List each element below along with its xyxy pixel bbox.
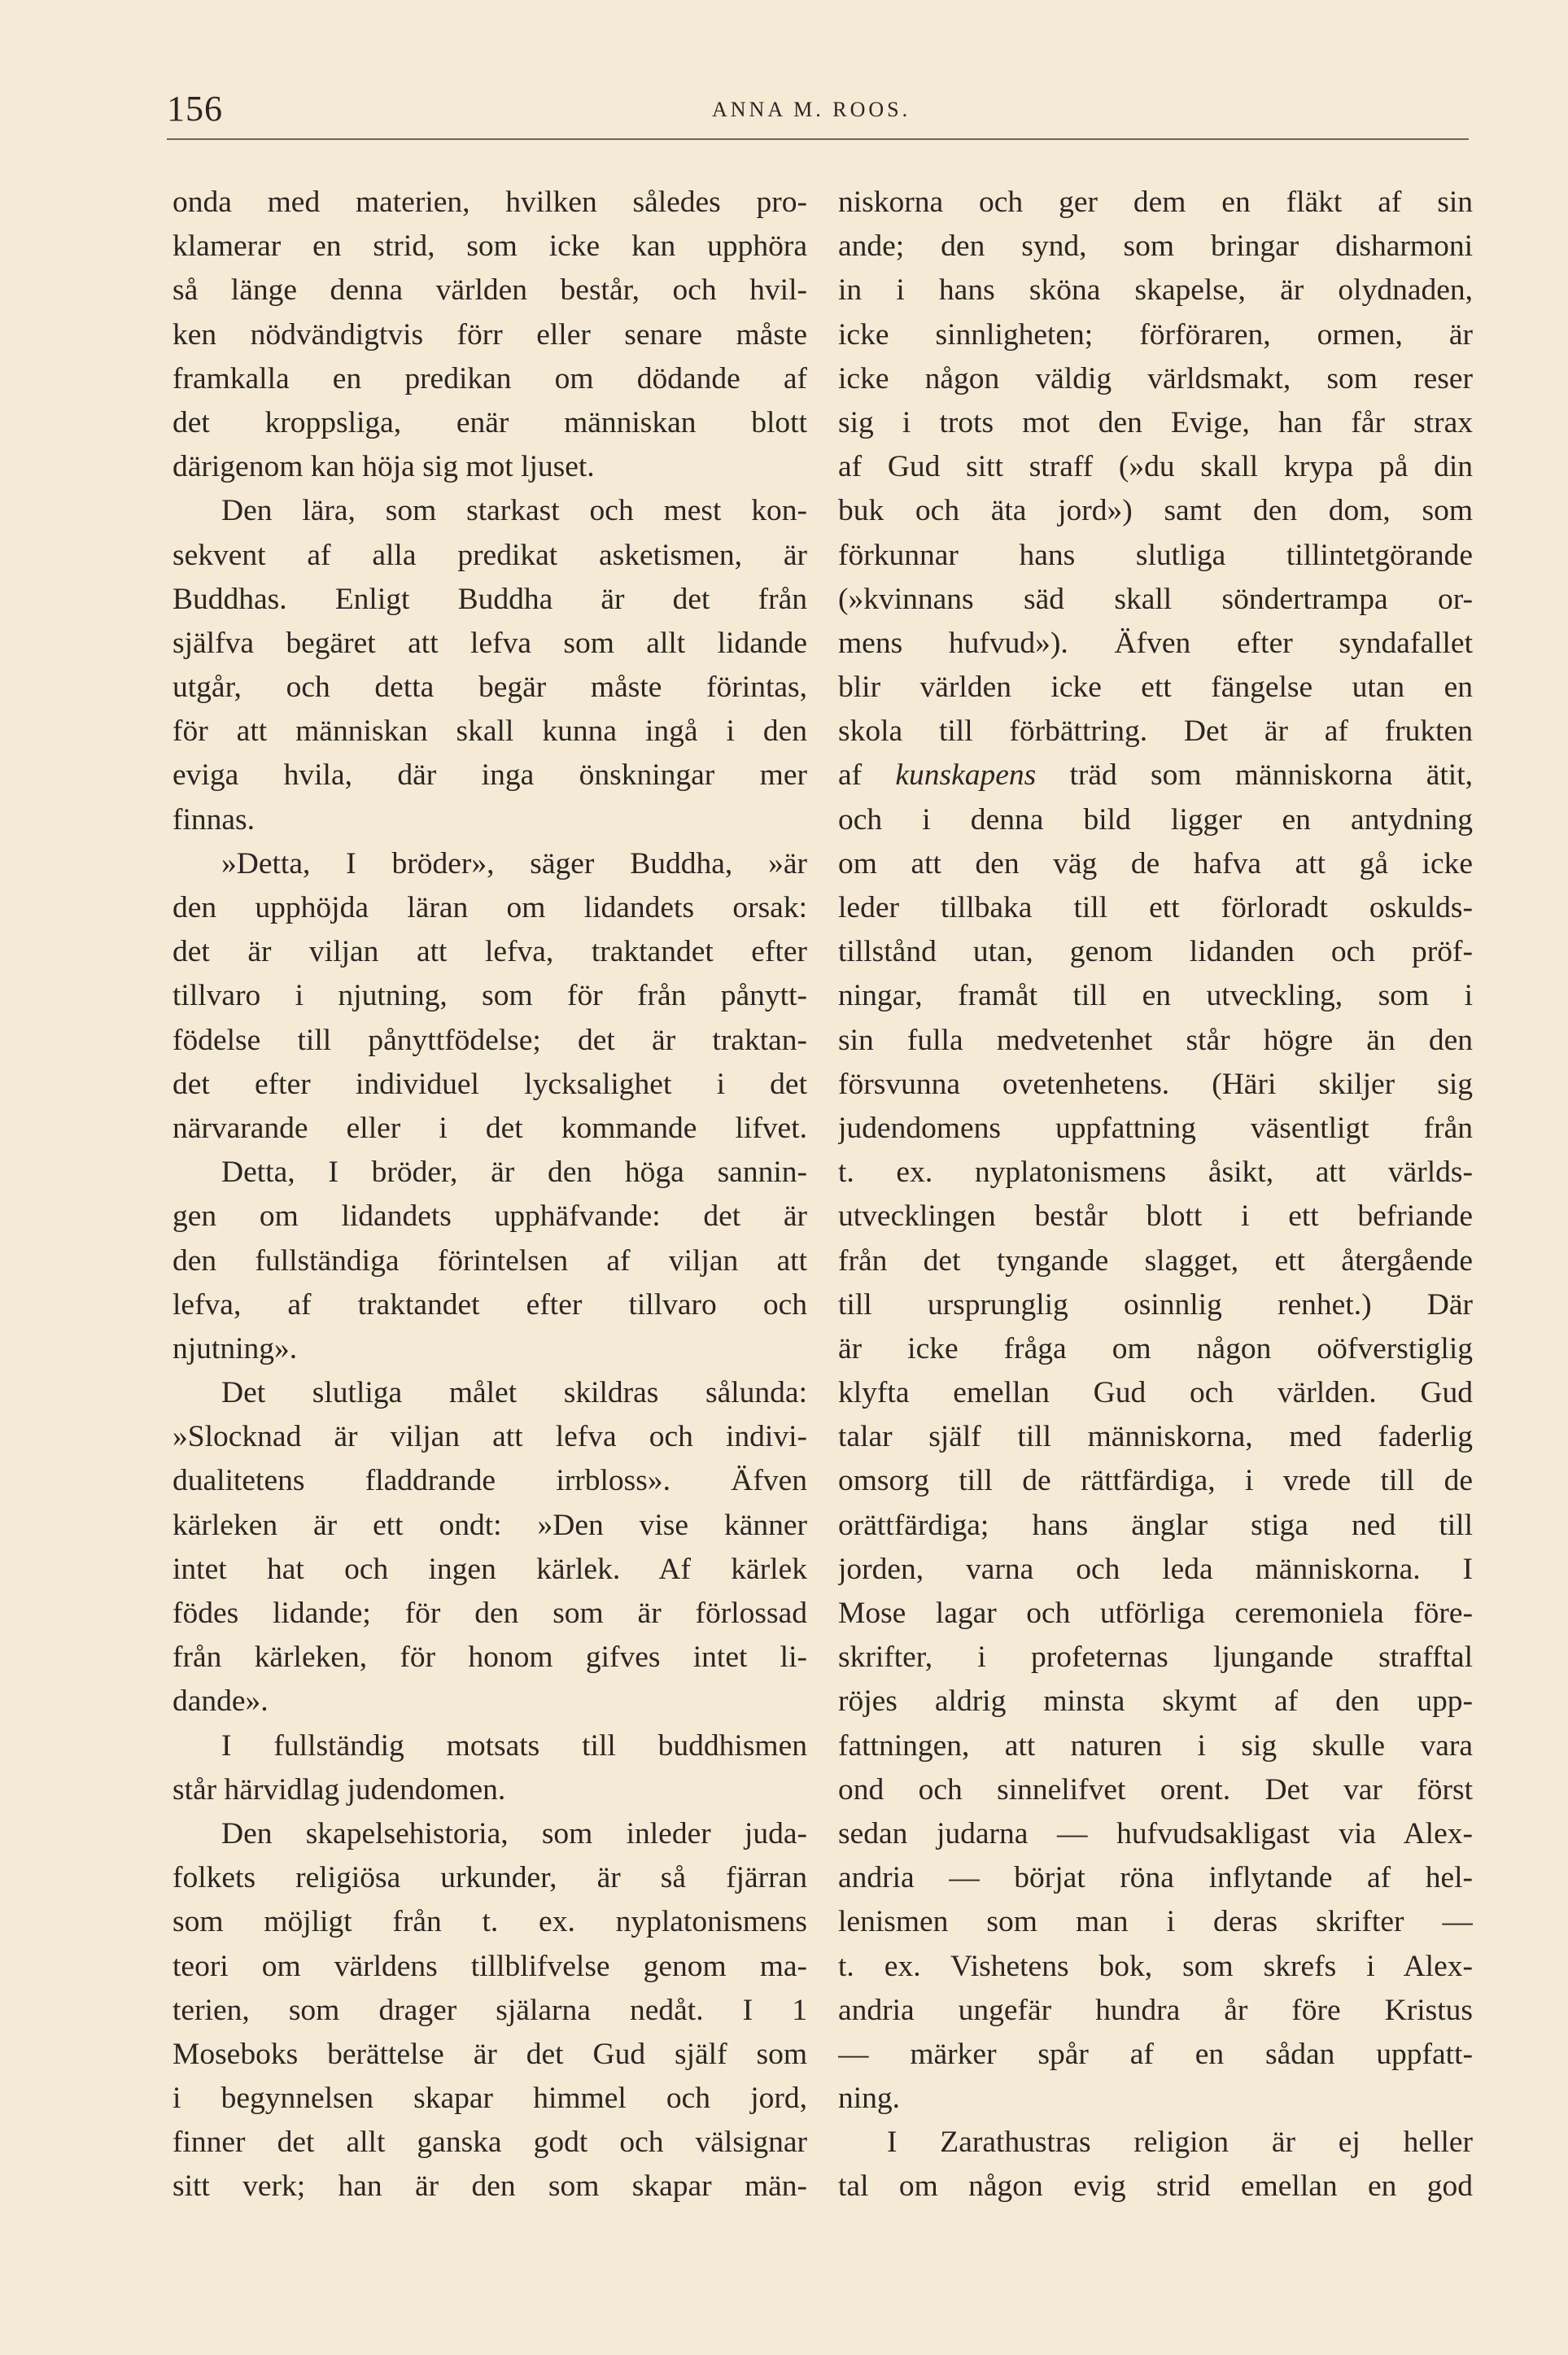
text-line bbox=[838, 1548, 1473, 1592]
line-text: sin fulla medvetenhet står högre än den bbox=[838, 1023, 1473, 1057]
text-line bbox=[838, 534, 1473, 578]
line-text: till ursprunglig osinnlig renhet.) Där bbox=[838, 1287, 1473, 1322]
line-text: klamerar en strid, som icke kan upphöra bbox=[173, 229, 807, 264]
text-line bbox=[838, 1900, 1473, 1944]
text-line bbox=[838, 1812, 1473, 1856]
line-text: lenismen som man i deras skrifter — bbox=[838, 1905, 1473, 1939]
line-text: därigenom kan höja sig mot ljuset. bbox=[173, 450, 595, 484]
text-line bbox=[838, 313, 1473, 357]
text-line bbox=[838, 2121, 1473, 2165]
line-text: skola till förbättring. Det är af frukten bbox=[838, 714, 1473, 749]
text-line bbox=[173, 930, 807, 974]
text-line bbox=[173, 886, 807, 930]
text-line bbox=[173, 974, 807, 1018]
text-line bbox=[838, 489, 1473, 533]
line-text: njutning». bbox=[173, 1331, 298, 1365]
italic-word: kunskapens bbox=[895, 758, 1037, 793]
line-text: i begynnelsen skapar himmel och jord, bbox=[173, 2082, 807, 2116]
text-line bbox=[173, 1151, 807, 1195]
text-line bbox=[838, 181, 1473, 225]
text-line bbox=[173, 2033, 807, 2077]
line-text: för att människan skall kunna ingå i den bbox=[173, 714, 807, 749]
line-text: af bbox=[838, 758, 896, 793]
text-line bbox=[838, 930, 1473, 974]
line-text: teori om världens tillblifvelse genom ma- bbox=[173, 1949, 807, 1983]
text-line bbox=[838, 974, 1473, 1018]
line-text: lefva, af traktandet efter tillvaro och bbox=[173, 1287, 807, 1322]
line-text: I fullständig motsats till buddhismen bbox=[221, 1728, 807, 1763]
text-line bbox=[838, 1989, 1473, 2033]
text-line bbox=[838, 1636, 1473, 1680]
text-line bbox=[838, 2033, 1473, 2077]
line-text: står härvidlag judendomen. bbox=[173, 1772, 506, 1807]
line-text: af Gud sitt straff (»du skall krypa på din bbox=[838, 450, 1473, 484]
line-text: själfva begäret att lefva som allt lidande bbox=[173, 626, 807, 660]
text-line bbox=[173, 1636, 807, 1680]
text-line bbox=[838, 1724, 1473, 1768]
text-line bbox=[838, 445, 1473, 489]
text-line bbox=[173, 1680, 807, 1724]
text-line bbox=[173, 181, 807, 225]
line-text: (»kvinnans säd skall söndertrampa or- bbox=[838, 582, 1473, 616]
line-text: dualitetens fladdrande irrbloss». Äfven bbox=[173, 1464, 807, 1498]
line-text: från kärleken, för honom gifves intet li- bbox=[173, 1641, 807, 1675]
text-line bbox=[838, 1415, 1473, 1459]
text-line bbox=[838, 798, 1473, 842]
line-text: Mose lagar och utförliga ceremoniela före- bbox=[838, 1597, 1473, 1630]
text-line bbox=[173, 1504, 807, 1548]
line-text: försvunna ovetenhetens. (Häri skiljer sig bbox=[838, 1067, 1473, 1101]
line-text: framkalla en predikan om dödande af bbox=[173, 361, 807, 395]
text-line bbox=[173, 1856, 807, 1900]
text-line bbox=[173, 1768, 807, 1812]
text-line bbox=[838, 1768, 1473, 1812]
line-text: ning. bbox=[838, 2082, 901, 2116]
text-line bbox=[838, 1239, 1473, 1283]
line-text: icke sinnligheten; förföraren, ormen, är bbox=[838, 317, 1473, 352]
line-text: kärleken är ett ondt: »Den vise känner bbox=[173, 1508, 807, 1542]
line-text: ande; den synd, som bringar disharmoni bbox=[838, 229, 1473, 264]
text-line bbox=[838, 1019, 1473, 1063]
line-text: t. ex. Vishetens bok, som skrefs i Alex- bbox=[838, 1949, 1473, 1983]
line-text: eviga hvila, där inga önskningar mer bbox=[173, 758, 807, 793]
text-line bbox=[173, 2121, 807, 2165]
line-text: Den lära, som starkast och mest kon- bbox=[221, 494, 807, 528]
text-line bbox=[173, 1283, 807, 1327]
line-text: sedan judarna — hufvudsakligast via Alex- bbox=[838, 1816, 1473, 1850]
text-line bbox=[838, 710, 1473, 754]
text-line bbox=[173, 401, 807, 445]
text-line bbox=[838, 886, 1473, 930]
line-text: födes lidande; för den som är förlossad bbox=[173, 1597, 807, 1630]
line-text: tal om någon evig strid emellan en god bbox=[838, 2169, 1473, 2204]
text-line bbox=[173, 1812, 807, 1856]
line-text: ond och sinnelifvet orent. Det var först bbox=[838, 1772, 1473, 1807]
page-header bbox=[167, 88, 1469, 137]
line-text: »Slocknad är viljan att lefva och indivi- bbox=[173, 1420, 807, 1454]
text-line bbox=[173, 1195, 807, 1239]
line-text: födelse till pånyttfödelse; det är traktan- bbox=[173, 1023, 807, 1057]
text-line bbox=[173, 313, 807, 357]
text-line bbox=[838, 578, 1473, 622]
line-text: ningar, framåt till en utveckling, som i bbox=[838, 979, 1473, 1013]
line-text: I Zarathustras religion är ej heller bbox=[887, 2126, 1473, 2160]
line-text: fattningen, att naturen i sig skulle vara bbox=[838, 1728, 1473, 1763]
text-line bbox=[838, 2077, 1473, 2121]
line-text: och i denna bild ligger en antydning bbox=[838, 802, 1473, 837]
text-line bbox=[838, 1680, 1473, 1724]
text-line bbox=[838, 357, 1473, 401]
text-line bbox=[173, 2077, 807, 2121]
line-text: talar själf till människorna, med faderlig bbox=[838, 1420, 1473, 1454]
text-line bbox=[173, 1900, 807, 1944]
text-line bbox=[173, 534, 807, 578]
text-line bbox=[838, 1063, 1473, 1107]
text-line bbox=[838, 2165, 1473, 2209]
line-text: närvarande eller i det kommande lifvet. bbox=[173, 1111, 807, 1145]
line-text: onda med materien, hvilken således pro- bbox=[173, 186, 807, 219]
text-line bbox=[173, 269, 807, 312]
text-line bbox=[173, 1019, 807, 1063]
line-text: från det tyngande slagget, ett återgående bbox=[838, 1243, 1473, 1278]
right-text-column bbox=[838, 181, 1473, 2209]
line-text: utgår, och detta begär måste förintas, bbox=[173, 671, 807, 705]
line-text: som möjligt från t. ex. nyplatonismens bbox=[173, 1905, 807, 1939]
line-text: jorden, varna och leda människorna. I bbox=[838, 1552, 1473, 1586]
line-text: Detta, I bröder, är den höga sannin- bbox=[221, 1156, 807, 1190]
text-line bbox=[173, 1415, 807, 1459]
line-text: niskorna och ger dem en fläkt af sin bbox=[838, 186, 1473, 219]
text-line bbox=[173, 1107, 807, 1151]
line-text: buk och äta jord») samt den dom, som bbox=[838, 494, 1473, 528]
text-line bbox=[173, 1371, 807, 1415]
text-line bbox=[173, 798, 807, 842]
text-line bbox=[173, 1989, 807, 2033]
line-text: icke någon väldig världsmakt, som reser bbox=[838, 361, 1473, 395]
line-text: den upphöjda läran om lidandets orsak: bbox=[173, 891, 807, 924]
text-line bbox=[173, 1063, 807, 1107]
text-line bbox=[838, 1459, 1473, 1503]
line-text-continued: träd som människorna ätit, bbox=[1036, 758, 1473, 793]
text-line bbox=[173, 1327, 807, 1371]
line-text: det kroppsliga, enär människan blott bbox=[173, 405, 807, 439]
text-line bbox=[173, 445, 807, 489]
text-line bbox=[838, 1371, 1473, 1415]
line-text: det är viljan att lefva, traktandet efter bbox=[173, 935, 807, 969]
text-line bbox=[838, 1107, 1473, 1151]
line-text: Buddhas. Enligt Buddha är det från bbox=[173, 582, 807, 616]
text-line bbox=[838, 1327, 1473, 1371]
header-rule bbox=[167, 138, 1469, 140]
text-line bbox=[838, 666, 1473, 710]
line-text: Den skapelsehistoria, som inleder juda- bbox=[221, 1816, 807, 1850]
line-text: omsorg till de rättfärdiga, i vrede till de bbox=[838, 1464, 1473, 1498]
running-head: ANNA M. ROOS. bbox=[712, 98, 911, 121]
line-text: andria ungefär hundra år före Kristus bbox=[838, 1993, 1473, 2027]
line-text: utvecklingen består blott i ett befriande bbox=[838, 1199, 1473, 1234]
line-text: den fullständiga förintelsen af viljan att bbox=[173, 1243, 807, 1278]
text-line bbox=[838, 1856, 1473, 1900]
line-text: in i hans sköna skapelse, är olydnaden, bbox=[838, 273, 1473, 308]
line-text: finnas. bbox=[173, 802, 256, 837]
line-text: Moseboks berättelse är det Gud själf som bbox=[173, 2037, 807, 2071]
line-text: sitt verk; han är den som skapar män- bbox=[173, 2169, 807, 2204]
line-text: blir världen icke ett fängelse utan en bbox=[838, 671, 1473, 705]
line-text: ken nödvändigtvis förr eller senare måste bbox=[173, 317, 807, 352]
text-line bbox=[838, 1504, 1473, 1548]
text-line bbox=[173, 666, 807, 710]
line-text: sekvent af alla predikat asketismen, är bbox=[173, 538, 807, 572]
line-text: gen om lidandets upphäfvande: det är bbox=[173, 1199, 807, 1234]
page-number: 156 bbox=[167, 89, 223, 129]
text-line bbox=[838, 754, 1473, 797]
line-text: röjes aldrig minsta skymt af den upp- bbox=[838, 1684, 1473, 1719]
text-line bbox=[173, 754, 807, 797]
line-text: så länge denna världen består, och hvil- bbox=[173, 273, 807, 308]
line-text: skrifter, i profeternas ljungande strafftal bbox=[838, 1641, 1473, 1675]
line-text: sig i trots mot den Evige, han får strax bbox=[838, 405, 1473, 439]
text-line bbox=[173, 1724, 807, 1768]
text-line bbox=[173, 1592, 807, 1636]
line-text: terien, som drager själarna nedåt. I 1 bbox=[173, 1993, 807, 2027]
line-text: är icke fråga om någon oöfverstiglig bbox=[838, 1331, 1473, 1365]
line-text: tillstånd utan, genom lidanden och pröf- bbox=[838, 935, 1473, 969]
text-line bbox=[173, 710, 807, 754]
line-text: Det slutliga målet skildras sålunda: bbox=[221, 1376, 807, 1410]
text-line bbox=[173, 225, 807, 269]
line-text: andria — börjat röna inflytande af hel- bbox=[838, 1861, 1473, 1895]
line-text: leder tillbaka till ett förloradt oskulds- bbox=[838, 891, 1473, 924]
line-text: t. ex. nyplatonismens åsikt, att världs- bbox=[838, 1156, 1473, 1190]
line-text: det efter individuel lycksalighet i det bbox=[173, 1067, 807, 1101]
text-line bbox=[173, 489, 807, 533]
text-line bbox=[838, 842, 1473, 886]
text-line bbox=[173, 1459, 807, 1503]
text-line bbox=[173, 1548, 807, 1592]
line-text: klyfta emellan Gud och världen. Gud bbox=[838, 1376, 1473, 1410]
left-text-column bbox=[173, 181, 807, 2209]
text-line bbox=[838, 1195, 1473, 1239]
line-text: — märker spår af en sådan uppfatt- bbox=[838, 2037, 1473, 2071]
line-text: finner det allt ganska godt och välsignar bbox=[173, 2126, 807, 2160]
text-line bbox=[173, 622, 807, 666]
line-text: tillvaro i njutning, som för från pånytt- bbox=[173, 979, 807, 1013]
text-line bbox=[838, 1592, 1473, 1636]
text-line bbox=[838, 1283, 1473, 1327]
line-text: mens hufvud»). Äfven efter syndafallet bbox=[838, 626, 1473, 660]
line-text: förkunnar hans slutliga tillintetgörande bbox=[838, 538, 1473, 572]
line-text: orättfärdiga; hans änglar stiga ned till bbox=[838, 1508, 1473, 1542]
text-line bbox=[838, 1945, 1473, 1989]
text-line bbox=[838, 622, 1473, 666]
line-text: intet hat och ingen kärlek. Af kärlek bbox=[173, 1552, 807, 1586]
text-line bbox=[173, 1945, 807, 1989]
text-line bbox=[173, 1239, 807, 1283]
line-text: dande». bbox=[173, 1684, 269, 1719]
text-line bbox=[173, 842, 807, 886]
line-text: om att den väg de hafva att gå icke bbox=[838, 846, 1473, 880]
text-line bbox=[838, 269, 1473, 312]
text-line bbox=[173, 357, 807, 401]
line-text: judendomens uppfattning väsentligt från bbox=[838, 1111, 1473, 1145]
line-text: »Detta, I bröder», säger Buddha, »är bbox=[221, 846, 807, 880]
text-line bbox=[838, 1151, 1473, 1195]
text-line bbox=[173, 2165, 807, 2209]
text-line bbox=[838, 401, 1473, 445]
text-line bbox=[173, 578, 807, 622]
line-text: folkets religiösa urkunder, är så fjärran bbox=[173, 1861, 807, 1895]
text-line bbox=[838, 225, 1473, 269]
